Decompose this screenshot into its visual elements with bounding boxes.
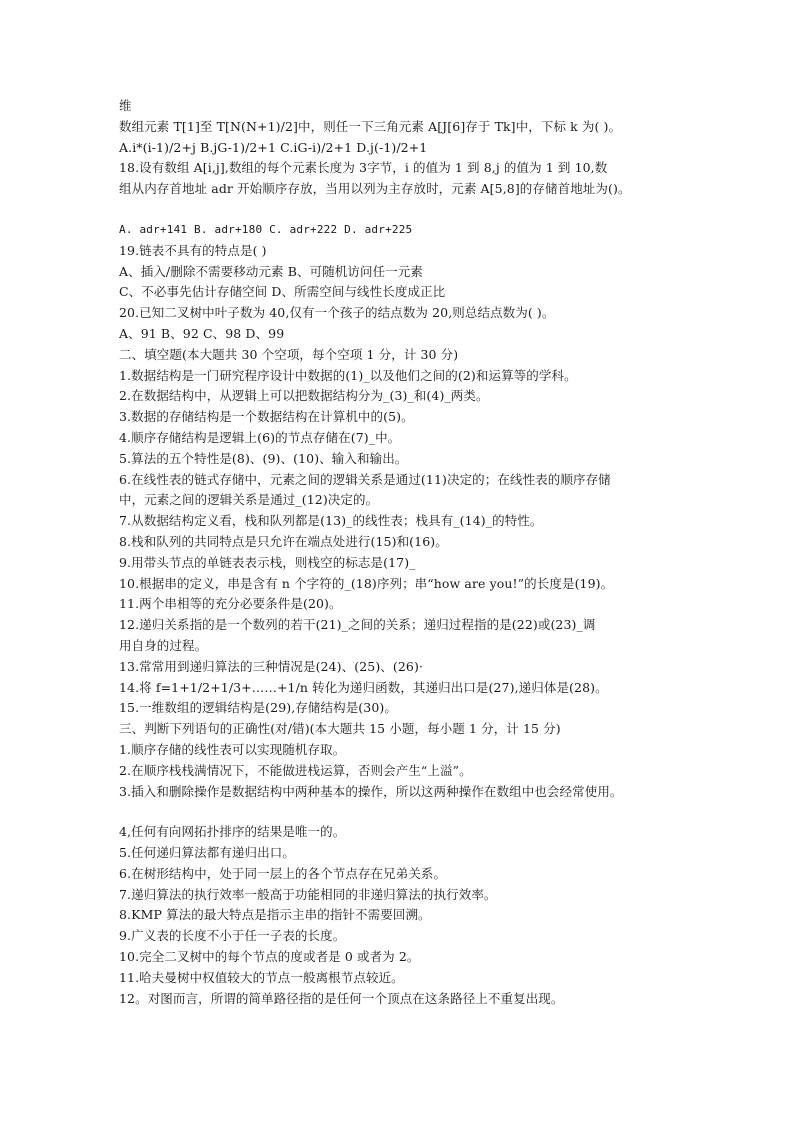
fill-in-8: 8.栈和队列的共同特点是只允许在端点处进行(15)和(16)。 bbox=[119, 533, 448, 549]
text-line: 维 bbox=[119, 98, 132, 113]
true-false-1: 1.顺序存储的线性表可以实现随机存取。 bbox=[119, 741, 346, 757]
true-false-9: 9.广义表的长度不小于任一子表的长度。 bbox=[119, 928, 346, 944]
fill-in-4: 4.顺序存储结构是逻辑上(6)的节点存储在(7)_中。 bbox=[119, 429, 401, 445]
true-false-12: 12。对图而言，所谓的简单路径指的是任何一个顶点在这条路径上不重复出现。 bbox=[119, 990, 564, 1006]
fill-in-6: 6.在线性表的链式存储中，元素之间的逻辑关系是通过(11)决定的；在线性表的顺序存储 bbox=[119, 471, 611, 487]
fill-in-9: 9.用带头节点的单链表表示栈，则栈空的标志是(17)_ bbox=[119, 554, 416, 570]
true-false-7: 7.递归算法的执行效率一般高于功能相同的非递归算法的执行效率。 bbox=[119, 886, 497, 902]
document-page bbox=[119, 96, 689, 1009]
answer-options-20: A、91 B、92 C、98 D、99 bbox=[119, 325, 285, 341]
question-19: 19.链表不具有的特点是( ) bbox=[119, 242, 267, 258]
fill-in-12: 12.递归关系指的是一个数列的若干(21)_之间的关系；递归过程指的是(22)或(23)_调 bbox=[119, 617, 596, 633]
question-text: 数组元素 T[1]至 T[N(N+1)/2]中，则任一下三角元素 A[J[6]存于 Tk]中，下标 k 为( )。 bbox=[119, 118, 622, 134]
true-false-5: 5.任何递归算法都有递归出口。 bbox=[119, 845, 295, 861]
answer-options-19a: A、插入/删除不需要移动元素 B、可随机访问任一元素 bbox=[119, 263, 423, 279]
question-20: 20.已知二叉树中叶子数为 40,仅有一个孩子的结点数为 20,则总结点数为( )。 bbox=[119, 305, 555, 321]
true-false-3: 3.插入和删除操作是数据结构中两种基本的操作，所以这两种操作在数组中也会经常使用。 bbox=[119, 783, 623, 799]
true-false-6: 6.在树形结构中，处于同一层上的各个节点存在兄弟关系。 bbox=[119, 865, 447, 881]
true-false-11: 11.哈夫曼树中权值较大的节点一般离根节点较近。 bbox=[119, 969, 404, 985]
fill-in-11: 11.两个串相等的充分必要条件是(20)。 bbox=[119, 596, 342, 612]
section-heading-true-false: 三、判断下列语句的正确性(对/错)(本大题共 15 小题，每小题 1 分，计 15 分) bbox=[119, 721, 561, 737]
true-false-2: 2.在顺序栈栈满情况下，不能做进栈运算，否则会产生“上溢”。 bbox=[119, 762, 472, 778]
fill-in-1: 1.数据结构是一门研究程序设计中数据的(1)_以及他们之间的(2)和运算等的学科。 bbox=[119, 367, 577, 383]
answer-options-18: A. adr+141 B. adr+180 C. adr+222 D. adr+225 bbox=[119, 222, 413, 236]
spacer bbox=[119, 802, 689, 822]
section-heading-fill-in: 二、填空题(本大题共 30 个空项，每个空项 1 分，计 30 分) bbox=[119, 346, 459, 362]
fill-in-14: 14.将 f=1+1/2+1/3+……+1/n 转化为递归函数，其递归出口是(27),递归体是(28)。 bbox=[119, 679, 608, 695]
fill-in-3: 3.数据的存储结构是一个数据结构在计算机中的(5)。 bbox=[119, 409, 414, 425]
question-18-continued: 组从内存首地址 adr 开始顺序存放，当用以列为主存放时，元素 A[5,8]的存储首地址为()。 bbox=[119, 181, 631, 197]
true-false-10: 10.完全二叉树中的每个节点的度或者是 0 或者为 2。 bbox=[119, 949, 420, 965]
fill-in-6-continued: 中，元素之间的逻辑关系是通过_(12)决定的。 bbox=[119, 492, 379, 508]
true-false-8: 8.KMP 算法的最大特点是指示主串的指针不需要回溯。 bbox=[119, 907, 431, 923]
true-false-4: 4,任何有向网拓扑排序的结果是唯一的。 bbox=[119, 824, 346, 840]
fill-in-13: 13.常常用到递归算法的三种情况是(24)、(25)、(26)· bbox=[119, 658, 424, 674]
fill-in-2: 2.在数据结构中，从逻辑上可以把数据结构分为_(3)_和(4)_两类。 bbox=[119, 388, 489, 404]
fill-in-12-continued: 用自身的过程。 bbox=[119, 637, 208, 653]
fill-in-15: 15.一维数组的逻辑结构是(29),存储结构是(30)。 bbox=[119, 700, 397, 716]
answer-options: A.i*(i-1)/2+j B.jG-1)/2+1 C.iG-i)/2+1 D.j(-1)/2+1 bbox=[119, 139, 428, 155]
fill-in-10: 10.根据串的定义，串是含有 n 个字符的_(18)序列；串“how are you!”的长度是(19)。 bbox=[119, 575, 614, 591]
question-18: 18.设有数组 A[i,j],数组的每个元素长度为 3字节，i 的值为 1 到 8,j 的值为 1 到 10,数 bbox=[119, 160, 608, 176]
answer-options-19b: C、不必事先估计存储空间 D、所需空间与线性长度成正比 bbox=[119, 284, 446, 300]
spacer bbox=[119, 200, 689, 220]
fill-in-5: 5.算法的五个特性是(8)、(9)、(10)、输入和输出。 bbox=[119, 450, 408, 466]
fill-in-7: 7.从数据结构定义看，栈和队列都是(13)_的线性表；栈具有_(14)_的特性。 bbox=[119, 513, 543, 529]
